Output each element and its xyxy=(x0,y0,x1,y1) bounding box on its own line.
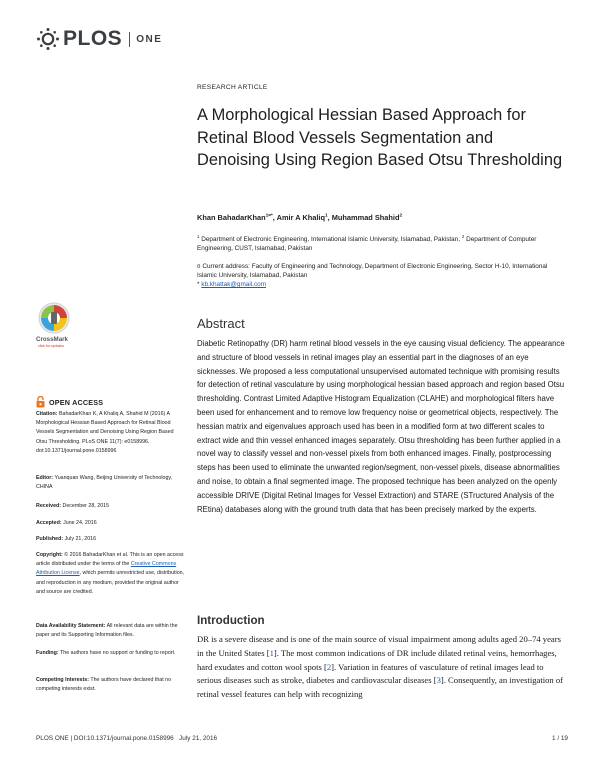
accepted-date: June 24, 2016 xyxy=(63,520,97,526)
introduction-heading: Introduction xyxy=(197,614,265,627)
intro-text: ]. Variation in features of vasculature of retinal images lead to serious diseases such as stroke, diabetes and cardiovascular diseases [ xyxy=(197,661,544,686)
affiliation-number: 1 xyxy=(197,234,200,239)
accepted-block xyxy=(36,519,186,528)
affiliations xyxy=(197,232,569,254)
editor-block xyxy=(36,474,186,492)
author-affiliation-mark: 1¤* xyxy=(265,213,273,219)
journal-logo[interactable] xyxy=(36,26,162,52)
funding-block xyxy=(36,649,186,658)
affiliation-text: Department of Computer Engineering, CUST, Islamabad, Pakistan xyxy=(197,236,537,253)
competing-interests-block xyxy=(36,676,186,694)
introduction-text xyxy=(197,633,569,702)
accepted-label: Accepted: xyxy=(36,520,62,526)
open-lock-icon xyxy=(36,396,45,408)
current-address-symbol: ¤ xyxy=(197,263,201,270)
funding-label: Funding: xyxy=(36,650,59,656)
data-availability-label: Data Availability Statement: xyxy=(36,623,106,629)
data-availability-text: All relevant data are within the paper and its Supporting Information files. xyxy=(36,623,178,639)
citation-link[interactable]: 1 xyxy=(269,647,274,658)
crossmark-label[interactable]: CrossMark xyxy=(36,336,68,343)
citation-block xyxy=(36,410,186,456)
crossmark-icon[interactable] xyxy=(36,300,72,336)
intro-text: DR is a severe disease and is one of the main source of visual impairment among adults aged 20–74 years in the United States [ xyxy=(197,634,561,658)
received-block xyxy=(36,502,186,511)
email-link[interactable]: kb.khattak@gmail.com xyxy=(201,281,267,288)
subjournal-name: ONE xyxy=(136,33,163,45)
competing-interests-text: The authors have declared that no competing interests exist. xyxy=(36,677,172,693)
author-name[interactable]: Muhammad Shahid xyxy=(331,213,400,222)
copyright-text-1: © 2016 BahadarKhan et al. This is an open access article distributed under the terms of the xyxy=(36,552,184,568)
copyright-text-2: , which permits unrestricted use, distribution, and reproduction in any medium, provided the original author and source are credited. xyxy=(36,570,185,595)
editor-text: Yuanquan Wang, Beijing University of Technology, CHINA xyxy=(36,475,173,491)
crossmark-sublabel[interactable]: click for updates xyxy=(38,344,64,348)
received-label: Received: xyxy=(36,503,62,509)
article-title: A Morphological Hessian Based Approach for Retinal Blood Vessels Segmentation and Denoising Using Region Based Otsu Thresholding xyxy=(197,106,563,169)
author-name[interactable]: Amir A Khaliq xyxy=(276,213,325,222)
current-address xyxy=(197,262,569,280)
author-name[interactable]: Khan BahadarKhan xyxy=(197,213,266,222)
plos-logo-icon xyxy=(36,27,60,51)
article-type: RESEARCH ARTICLE xyxy=(197,84,268,91)
affiliation-number: 2 xyxy=(461,234,465,239)
journal-name: PLOS xyxy=(63,27,123,50)
current-address-text: Current address: Faculty of Engineering and Technology, Department of Electronic Engineering, Sector H-10, International Islamic University, Islamabad, Pakistan xyxy=(197,263,548,280)
abstract-text: Diabetic Retinopathy (DR) harm retinal blood vessels in the eye causing visual deficiency. The appearance and structure of blood vessels in retinal images play an essential part in the diagnoses of an eye sicknesses. We proposed a less computational unsupervised automated technique with promising results for detection of retinal vasculature by using morphological hessian based approach and region based Otsu thresholding. Contrast Limited Adaptive Histogram Equalization (CLAHE) and morphological filters have been used for enhancement and to remove low frequency noise or geometrical objects, respectively. The hessian matrix and eigenvalues approach used has been in a modified form at two different scales to extract wide and thin vessel enhanced images separately. Otsu thresholding has been further applied in a novel way to classify vessel and non-vessel pixels from both enhanced images. Finally, postprocessing steps has been used to eliminate the unwanted region/segment, non-vessel pixels, disease abnormalities and noise, to obtain a final segmented image. The proposed technique has been analyzed on the openly accessible DRIVE (Digital Retinal Images for Vessel Extraction) and STARE (STructured Analysis of the REtina) databases along with the ground truth data that has been precisely marked by the experts. xyxy=(197,339,565,514)
author-affiliation-mark: 1 xyxy=(324,213,328,219)
abstract-heading: Abstract xyxy=(197,316,245,331)
data-availability-block xyxy=(36,622,186,640)
author-affiliation-mark: 2 xyxy=(399,213,403,219)
citation-label: Citation: xyxy=(36,411,58,417)
intro-text: ]. Consequently, an investigation of retinal vessel features can help with recognizing xyxy=(197,675,564,700)
page-footer-citation: PLOS ONE | DOI:10.1371/journal.pone.0158996 July 21, 2016 xyxy=(36,735,218,742)
competing-interests-label: Competing Interests: xyxy=(36,677,89,683)
citation-text: BahadarKhan K, A Khaliq A, Shahid M (2016) A Morphological Hessian Based Approach for Retinal Blood Vessels Segmentation and Denoising Using Region Based Otsu Thresholding. PLoS ONE 11(7): e0158996. doi:10.1371/journal.pone.0158996 xyxy=(36,411,174,454)
corresponding-email xyxy=(197,281,569,288)
editor-label: Editor: xyxy=(36,475,54,481)
citation-link[interactable]: 3 xyxy=(436,675,441,686)
copyright-label: Copyright: xyxy=(36,552,63,558)
license-link[interactable]: Creative Commons Attribution License xyxy=(36,561,177,577)
citation-link[interactable]: 2 xyxy=(326,661,332,672)
published-label: Published: xyxy=(36,536,64,542)
published-block xyxy=(36,535,186,544)
affiliation-text: Department of Electronic Engineering, International Islamic University, Islamabad, Pakistan, xyxy=(201,236,461,244)
logo-divider xyxy=(129,32,130,47)
copyright-block xyxy=(36,551,186,597)
received-date: December 28, 2015 xyxy=(62,503,110,509)
funding-text: The authors have no support or funding to report. xyxy=(60,650,176,656)
page-number: 1 / 19 xyxy=(552,735,568,742)
author-list: Khan BahadarKhan$^{1¤*}$, Amir A Khaliq$^1$, Muhammad Shahid$^2$ xyxy=(197,213,403,222)
email-symbol: * xyxy=(197,281,200,288)
open-access-badge xyxy=(36,396,103,408)
published-date: July 21, 2016 xyxy=(64,536,97,542)
open-access-label: OPEN ACCESS xyxy=(49,397,104,407)
intro-text: ]. The most common indications of DR include dilated retinal veins, hemorrhages, hard exudates and cotton wool spots [ xyxy=(197,647,557,672)
